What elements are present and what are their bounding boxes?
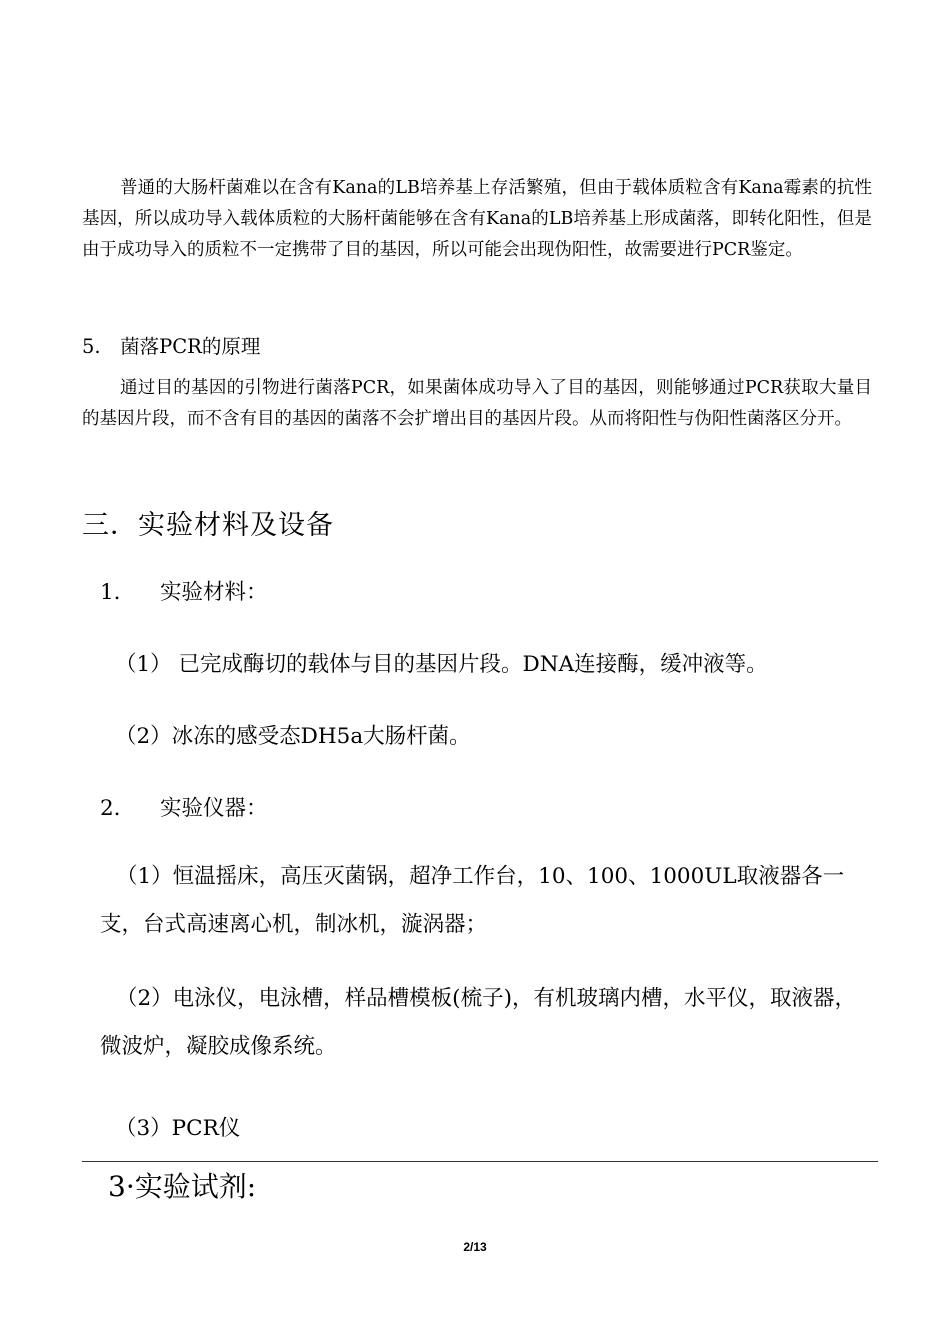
page-number: 2/13	[463, 1240, 487, 1254]
subheading-instruments	[100, 791, 268, 822]
instrument-item-2: （2）电泳仪，电泳槽，样品槽模板(梳子)，有机玻璃内槽，水平仪，取液器，微波炉，凝胶成像系统。	[100, 986, 856, 1059]
horizontal-divider	[82, 1161, 878, 1162]
paragraph-colony-pcr: 通过目的基因的引物进行菌落PCR，如果菌体成功导入了目的基因，则能够通过PCR获取大量目的基因片段，而不含有目的基因的菌落不会扩增出目的基因片段。从而将阳性与伪阳性菌落区分开。	[82, 378, 872, 429]
heading-colony-pcr-principle: 5. 菌落PCR的原理	[82, 335, 261, 358]
material-item-2: （2）冰冻的感受态DH5a大肠杆菌。	[115, 724, 471, 749]
paragraph-kana-selection: 普通的大肠杆菌难以在含有Kana的LB培养基上存活繁殖，但由于载体质粒含有Kana霉素的抗性基因，所以成功导入载体质粒的大肠杆菌能够在含有Kana的LB培养基上形成菌落，即转化阳性，但是由于成功导入的质粒不一定携带了目的基因，所以可能会出现伪阳性，故需要进行PCR鉴定。	[82, 178, 872, 260]
subheading-number: 2.	[100, 796, 121, 821]
subheading-label: 实验仪器：	[160, 796, 268, 821]
instrument-item-1: （1）恒温摇床，高压灭菌锅，超净工作台，10、100、1000UL取液器各一支，台式高速离心机，制冰机，漩涡器；	[100, 864, 845, 937]
subheading-number: 1.	[100, 580, 121, 605]
subheading-label: 实验材料：	[160, 580, 268, 605]
material-item-1: （1） 已完成酶切的载体与目的基因片段。DNA连接酶，缓冲液等。	[115, 652, 768, 677]
heading-reagents: 3·实验试剂:	[108, 1170, 257, 1203]
instrument-item-3: （3）PCR仪	[115, 1116, 241, 1141]
subheading-materials	[100, 575, 268, 606]
section-title-materials-equipment: 三．实验材料及设备	[82, 510, 334, 541]
